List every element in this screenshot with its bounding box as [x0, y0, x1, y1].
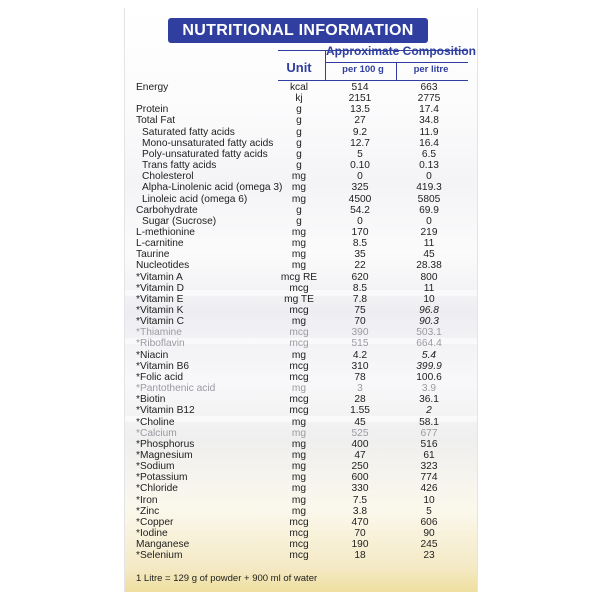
value-per-litre: 100.6	[416, 371, 442, 383]
table-row	[0, 260, 600, 271]
value-per-100g: 28	[354, 394, 366, 406]
header-divider	[396, 62, 397, 80]
value-per-100g: 325	[351, 182, 369, 194]
value-per-litre: 0	[426, 215, 432, 227]
value-per-litre: 69.9	[419, 204, 439, 216]
nutrient-unit: mg	[291, 226, 307, 238]
value-per-litre: 45	[423, 249, 435, 261]
value-per-litre: 16.4	[419, 137, 439, 149]
nutrient-unit: mcg	[289, 528, 309, 539]
value-per-litre: 516	[420, 438, 438, 450]
value-per-100g: 35	[354, 249, 366, 261]
value-per-100g: 4.2	[352, 349, 368, 361]
value-per-100g: 525	[351, 427, 369, 439]
nutrient-name: Energy	[136, 82, 169, 93]
footnote: 1 Litre = 129 g of powder + 900 ml of water	[136, 573, 318, 584]
value-per-100g: 8.5	[352, 282, 368, 294]
value-per-100g: 310	[351, 360, 369, 372]
table-row	[0, 249, 600, 260]
value-per-litre: 0	[426, 171, 432, 183]
nutrient-unit: mg	[291, 505, 307, 517]
value-per-100g: 45	[354, 416, 366, 428]
table-row	[0, 439, 600, 450]
value-per-100g: 27	[354, 115, 366, 127]
value-per-100g: 515	[351, 338, 369, 350]
value-per-100g: 4500	[348, 193, 372, 205]
table-row	[0, 428, 600, 439]
nutrient-unit: mg	[291, 416, 307, 428]
value-per-litre: 6.5	[421, 148, 437, 160]
nutrient-unit: mg TE	[284, 293, 314, 305]
table-row	[0, 104, 600, 115]
value-per-litre: 800	[420, 271, 438, 283]
nutrient-name: *Zinc	[136, 505, 160, 517]
table-row	[0, 149, 600, 160]
nutrient-name: *Phosphorus	[136, 438, 195, 450]
unit-column-header: Unit	[286, 59, 312, 75]
value-per-100g: 5	[357, 148, 363, 160]
nutrient-name: Alpha-Linolenic acid (omega 3)	[142, 182, 283, 194]
nutrient-unit: mg	[291, 349, 307, 361]
value-per-litre: 399.9	[416, 360, 442, 372]
nutrient-name: *Pantothenic acid	[136, 383, 216, 395]
table-row	[0, 238, 600, 249]
nutrient-name: *Vitamin B12	[136, 405, 195, 417]
header-rule-middle	[326, 62, 468, 63]
nutrient-unit: kj	[295, 93, 303, 105]
nutrient-name: *Vitamin B6	[136, 360, 190, 372]
nutrient-name: *Vitamin C	[136, 316, 184, 328]
table-row	[0, 361, 600, 372]
nutrient-unit: mcg	[289, 405, 309, 417]
table-row	[0, 160, 600, 171]
value-per-litre: 5805	[417, 193, 441, 205]
nutrient-unit: g	[296, 126, 302, 138]
nutrient-name: *Magnesium	[136, 449, 193, 461]
value-per-litre: 17.4	[419, 104, 439, 116]
value-per-100g: 47	[354, 449, 366, 461]
header-divider	[325, 50, 326, 80]
nutrient-unit: mcg	[289, 338, 309, 350]
nutrient-name: *Thiamine	[136, 327, 182, 339]
table-row	[0, 472, 600, 483]
value-per-litre: 11	[423, 282, 435, 294]
nutrient-unit: mcg	[289, 550, 309, 562]
nutrient-name: *Vitamin A	[136, 271, 183, 283]
value-per-litre: 58.1	[419, 416, 439, 428]
value-per-litre: 36.1	[419, 394, 439, 406]
value-per-100g: 0.10	[350, 160, 370, 172]
nutrient-name: Sugar (Sucrose)	[142, 215, 217, 227]
nutrient-name: Trans fatty acids	[142, 160, 217, 172]
nutrient-name: *Vitamin K	[136, 305, 184, 316]
value-per-100g: 70	[354, 528, 366, 539]
value-per-litre: 90.3	[419, 316, 439, 328]
nutrient-name: Protein	[136, 104, 169, 116]
nutrient-unit: g	[296, 104, 302, 116]
nutrient-unit: mcg	[289, 360, 309, 372]
nutrient-name: *Niacin	[136, 349, 169, 361]
nutrient-unit: mcg	[289, 516, 309, 528]
table-row	[0, 506, 600, 517]
value-per-litre: 0.13	[419, 160, 439, 172]
table-row	[0, 550, 600, 561]
per-litre-header: per litre	[413, 64, 449, 75]
nutrient-unit: mg	[291, 438, 307, 450]
nutrient-unit: mcg	[289, 327, 309, 339]
value-per-100g: 22	[354, 260, 366, 272]
value-per-100g: 390	[351, 327, 369, 339]
table-row	[0, 394, 600, 405]
nutrient-name: Total Fat	[136, 115, 176, 127]
page-title: NUTRITIONAL INFORMATION	[168, 18, 428, 43]
nutrient-unit: mcg	[289, 539, 309, 551]
table-row	[0, 483, 600, 494]
nutrient-unit: g	[296, 204, 302, 216]
nutrient-unit: mcg	[289, 394, 309, 406]
value-per-litre: 774	[420, 472, 438, 484]
table-row	[0, 171, 600, 182]
table-row	[0, 528, 600, 539]
value-per-litre: 663	[420, 82, 438, 93]
nutrient-unit: mg	[291, 472, 307, 484]
value-per-100g: 600	[351, 472, 369, 484]
table-row	[0, 182, 600, 193]
value-per-100g: 18	[354, 550, 366, 562]
value-per-litre: 3.9	[421, 383, 437, 395]
value-per-litre: 11	[423, 238, 435, 250]
value-per-100g: 9.2	[352, 126, 368, 138]
value-per-litre: 2775	[417, 93, 441, 105]
table-row	[0, 115, 600, 126]
table-row	[0, 372, 600, 383]
nutrient-unit: g	[296, 160, 302, 172]
nutrient-name: *Sodium	[136, 461, 175, 473]
value-per-100g: 3	[357, 383, 363, 395]
table-row	[0, 316, 600, 327]
table-row	[0, 194, 600, 205]
header-rule-bottom	[278, 80, 468, 81]
nutrient-name: *Vitamin D	[136, 282, 184, 294]
value-per-litre: 11.9	[419, 126, 439, 138]
table-row	[0, 495, 600, 506]
value-per-100g: 1.55	[350, 405, 370, 417]
nutrient-unit: g	[296, 115, 302, 127]
value-per-litre: 606	[420, 516, 438, 528]
value-per-litre: 28.38	[416, 260, 442, 272]
header-rule-top	[278, 50, 468, 51]
value-per-litre: 245	[420, 539, 438, 551]
nutrient-name: Mono-unsaturated fatty acids	[142, 137, 274, 149]
nutrient-name: *Iron	[136, 494, 158, 506]
nutrient-unit: mg	[291, 316, 307, 328]
nutrient-name: *Copper	[136, 516, 174, 528]
nutrient-unit: mg	[291, 260, 307, 272]
value-per-100g: 514	[351, 82, 369, 93]
table-row	[0, 227, 600, 238]
table-row	[0, 517, 600, 528]
value-per-litre: 2	[426, 405, 432, 417]
table-row	[0, 450, 600, 461]
value-per-100g: 3.8	[352, 505, 368, 517]
nutrient-name: L-methionine	[136, 226, 195, 238]
value-per-litre: 664.4	[416, 338, 442, 350]
table-row	[0, 539, 600, 550]
value-per-100g: 330	[351, 483, 369, 495]
nutrient-unit: mg	[291, 182, 307, 194]
nutrient-unit: mcg	[289, 371, 309, 383]
value-per-100g: 620	[351, 271, 369, 283]
nutrient-unit: g	[296, 148, 302, 160]
nutrient-unit: mg	[291, 449, 307, 461]
nutrient-unit: mcg	[289, 305, 309, 316]
composition-header: Approximate Composition	[326, 44, 477, 58]
value-per-litre: 677	[420, 427, 438, 439]
value-per-100g: 12.7	[350, 137, 370, 149]
nutrient-unit: mg	[291, 427, 307, 439]
nutrient-name: Taurine	[136, 249, 170, 261]
value-per-litre: 10	[423, 293, 435, 305]
value-per-100g: 13.5	[350, 104, 370, 116]
value-per-100g: 2151	[348, 93, 372, 105]
nutrient-unit: g	[296, 137, 302, 149]
value-per-litre: 503.1	[416, 327, 442, 339]
nutrient-unit: g	[296, 215, 302, 227]
nutrient-unit: mcg	[289, 282, 309, 294]
nutrient-name: *Folic acid	[136, 371, 183, 383]
table-row	[0, 272, 600, 283]
nutrient-name: Linoleic acid (omega 6)	[142, 193, 248, 205]
table-row	[0, 127, 600, 138]
table-row	[0, 205, 600, 216]
nutrient-name: Saturated fatty acids	[142, 126, 235, 138]
value-per-100g: 7.8	[352, 293, 368, 305]
value-per-100g: 7.5	[352, 494, 368, 506]
nutrient-unit: mg	[291, 249, 307, 261]
table-row	[0, 82, 600, 93]
value-per-litre: 23	[423, 550, 435, 562]
nutrient-name: Carbohydrate	[136, 204, 198, 216]
value-per-100g: 54.2	[350, 204, 370, 216]
table-row	[0, 417, 600, 428]
nutrient-name: L-carnitine	[136, 238, 184, 250]
value-per-100g: 0	[357, 215, 363, 227]
value-per-litre: 90	[423, 528, 435, 539]
nutrient-name: *Biotin	[136, 394, 166, 406]
table-row	[0, 93, 600, 104]
value-per-100g: 400	[351, 438, 369, 450]
value-per-100g: 70	[354, 316, 366, 328]
nutrient-unit: mg	[291, 193, 307, 205]
value-per-100g: 250	[351, 461, 369, 473]
nutrient-unit: mg	[291, 171, 307, 183]
table-row	[0, 283, 600, 294]
table-row	[0, 461, 600, 472]
value-per-100g: 190	[351, 539, 369, 551]
value-per-100g: 8.5	[352, 238, 368, 250]
table-row	[0, 383, 600, 394]
nutrient-unit: mg	[291, 238, 307, 250]
nutrient-unit: mg	[291, 383, 307, 395]
nutrient-name: *Calcium	[136, 427, 177, 439]
nutrient-unit: mg	[291, 494, 307, 506]
table-row	[0, 405, 600, 416]
value-per-litre: 34.8	[419, 115, 439, 127]
nutrient-name: Manganese	[136, 539, 190, 551]
value-per-litre: 426	[420, 483, 438, 495]
value-per-100g: 470	[351, 516, 369, 528]
nutrient-name: *Choline	[136, 416, 175, 428]
nutrient-unit: mg	[291, 461, 307, 473]
table-row	[0, 138, 600, 149]
nutrient-name: *Riboflavin	[136, 338, 185, 350]
value-per-100g: 170	[351, 226, 369, 238]
nutrient-name: Nucleotides	[136, 260, 190, 272]
value-per-litre: 323	[420, 461, 438, 473]
nutrient-name: *Potassium	[136, 472, 188, 484]
value-per-100g: 0	[357, 171, 363, 183]
table-row	[0, 294, 600, 305]
value-per-litre: 5	[426, 505, 432, 517]
value-per-litre: 219	[420, 226, 438, 238]
value-per-litre: 61	[423, 449, 435, 461]
table-row	[0, 327, 600, 338]
nutrient-name: *Vitamin E	[136, 293, 184, 305]
nutrient-name: *Iodine	[136, 528, 168, 539]
value-per-litre: 10	[423, 494, 435, 506]
nutrient-name: Poly-unsaturated fatty acids	[142, 148, 268, 160]
nutrient-name: Cholesterol	[142, 171, 194, 183]
nutrient-name: *Chloride	[136, 483, 178, 495]
nutrient-name: *Selenium	[136, 550, 183, 562]
table-row	[0, 350, 600, 361]
table-row	[0, 338, 600, 349]
value-per-100g: 75	[354, 305, 366, 316]
value-per-litre: 5.4	[421, 349, 437, 361]
nutrient-unit: kcal	[289, 82, 309, 93]
table-row	[0, 216, 600, 227]
value-per-litre: 419.3	[416, 182, 442, 194]
nutrient-unit: mg	[291, 483, 307, 495]
nutrient-unit: mcg RE	[280, 271, 318, 283]
value-per-litre: 96.8	[419, 305, 439, 316]
per-100g-header: per 100 g	[342, 64, 384, 75]
value-per-100g: 78	[354, 371, 366, 383]
table-row	[0, 305, 600, 316]
